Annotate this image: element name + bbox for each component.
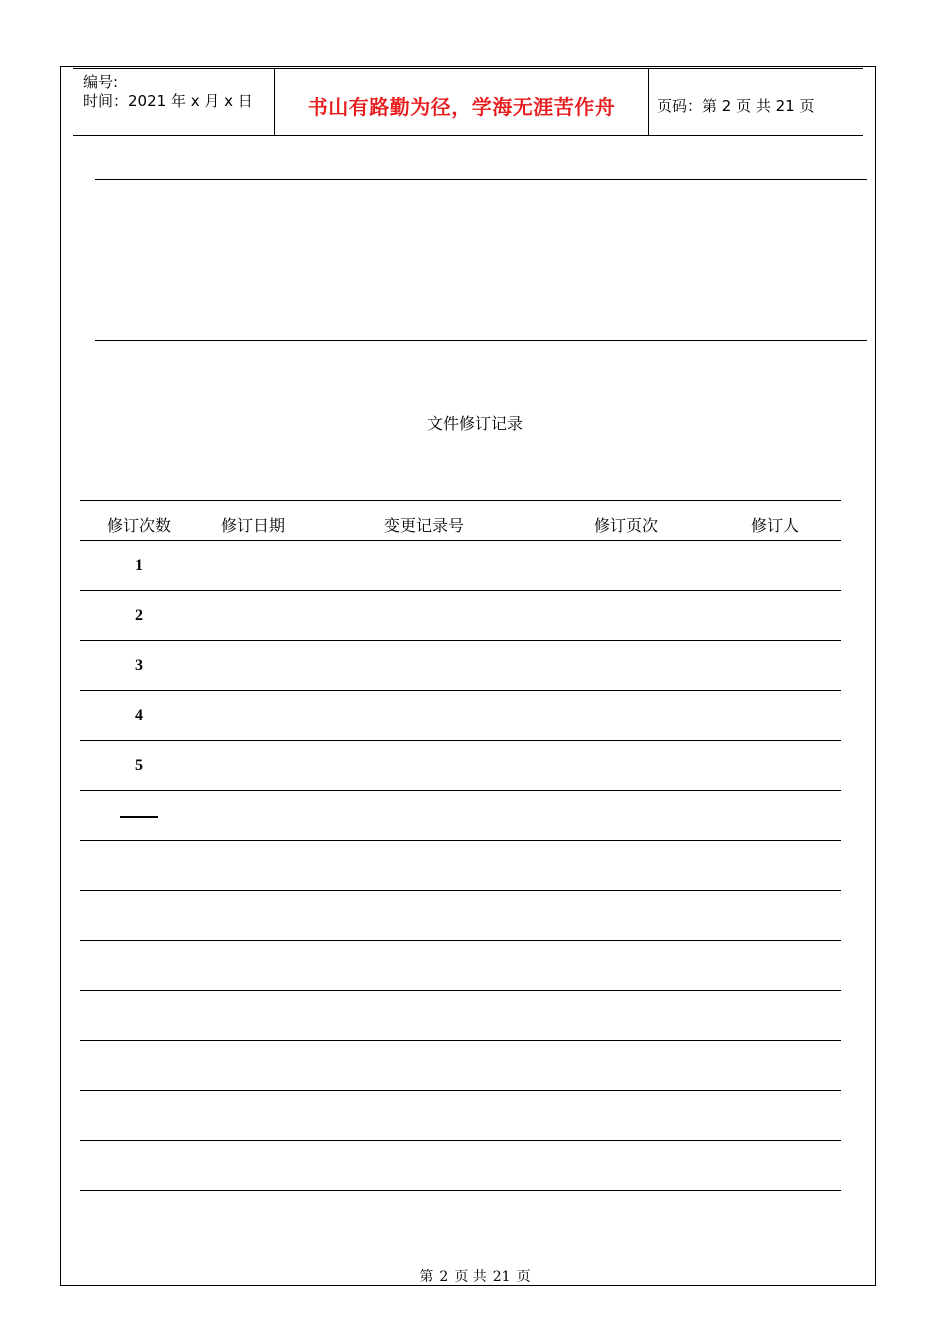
table-row xyxy=(80,941,841,991)
revision-number: 4 xyxy=(135,707,143,724)
footer-prefix: 第 xyxy=(419,1269,434,1285)
table-row xyxy=(80,741,841,791)
table-row xyxy=(80,991,841,1041)
revision-number: 5 xyxy=(135,757,143,774)
revision-number: 3 xyxy=(135,657,143,674)
table-row xyxy=(80,541,841,591)
document-number-label: 编号: xyxy=(83,73,119,91)
table-row xyxy=(80,891,841,941)
footer-suffix: 页 xyxy=(516,1269,531,1285)
header-page-cell xyxy=(649,69,863,135)
document-time-label: 时间：2021 年 x 月 x 日 xyxy=(83,92,253,110)
table-row xyxy=(80,1041,841,1091)
footer-total-pages: 21 xyxy=(492,1269,511,1285)
table-row xyxy=(80,841,841,891)
page-title: 文件修订记录 xyxy=(426,414,523,433)
table-row xyxy=(80,591,841,641)
divider-line-bottom xyxy=(95,340,867,341)
revision-table-header xyxy=(80,500,841,541)
revision-number: 1 xyxy=(135,557,143,574)
document-header xyxy=(73,68,863,136)
footer-middle: 页 共 xyxy=(454,1269,487,1285)
column-header-revision-count: 修订次数 xyxy=(107,516,172,535)
header-motto: 书山有路勤为径，学海无涯苦作舟 xyxy=(307,95,616,119)
column-header-revision-date: 修订日期 xyxy=(221,516,286,535)
table-row xyxy=(80,1091,841,1141)
column-header-change-record: 变更记录号 xyxy=(384,516,465,535)
table-row xyxy=(80,641,841,691)
divider-line-top xyxy=(95,179,867,180)
column-header-revised-pages: 修订页次 xyxy=(594,516,659,535)
table-row xyxy=(80,1141,841,1191)
table-row xyxy=(80,791,841,841)
header-page-code: 页码：第 2 页 共 21 页 xyxy=(657,97,815,115)
header-motto-cell xyxy=(275,69,649,135)
table-row xyxy=(80,691,841,741)
footer-current-page: 2 xyxy=(439,1269,449,1285)
revision-dash-mark xyxy=(120,816,158,818)
column-header-reviser: 修订人 xyxy=(751,516,800,535)
header-info-cell xyxy=(73,69,275,135)
revision-number: 2 xyxy=(135,607,143,624)
page-footer xyxy=(0,1266,950,1286)
